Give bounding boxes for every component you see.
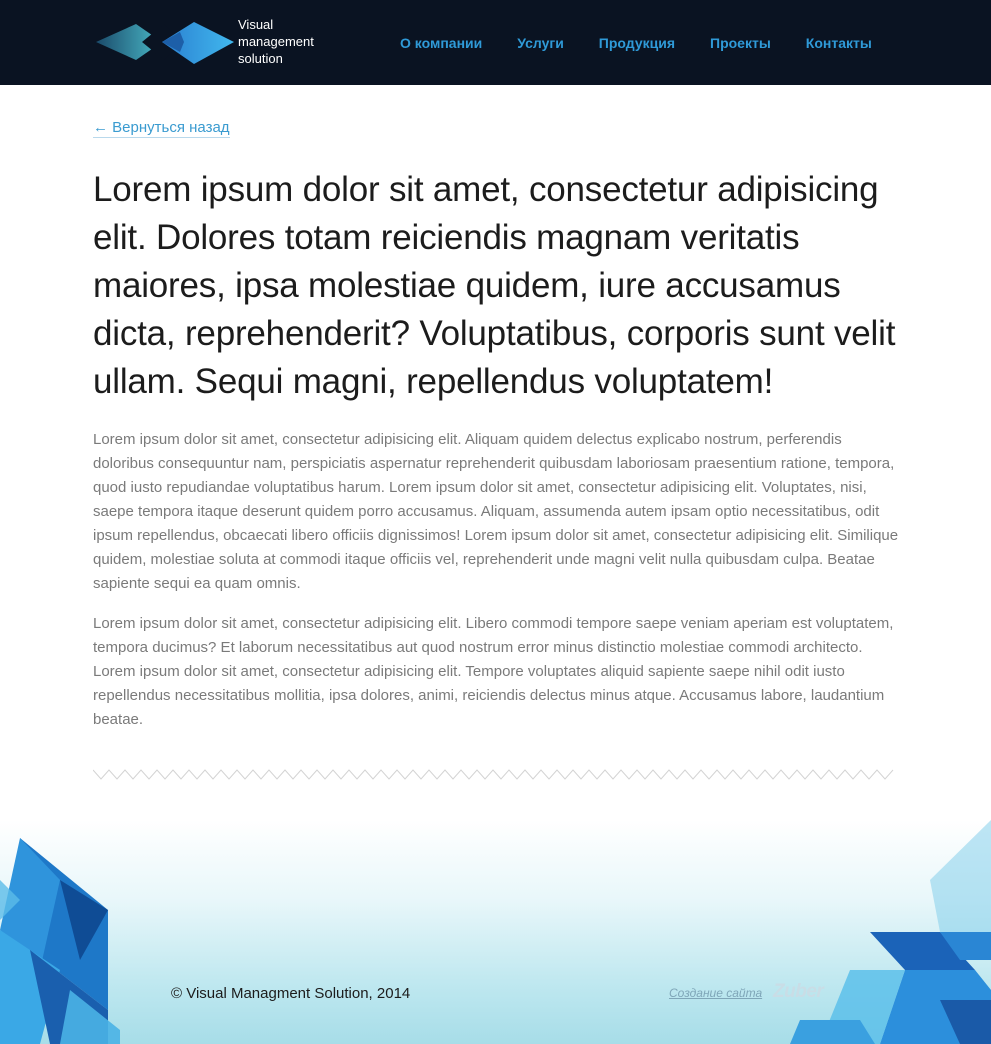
site-logo[interactable]: [96, 16, 326, 68]
logo-line-1: Visual: [238, 17, 274, 32]
body-paragraph-2: Lorem ipsum dolor sit amet, consectetur adipisicing elit. Libero commodi tempore saepe veniam aperiam est voluptatem, tempora ducimus? Et laborum necessitatibus aut quod nostrum error minus distinctio molestiae commodi architecto. Lorem ipsum dolor sit amet, consectetur adipisicing elit. Tempore voluptates aliquid sapiente saepe nihil odit iusto repellendus necessitatibus mollitia, ipsa dolores, animi, reiciendis delectus minus atque. Accusamus labore, laudantium beatae.: [93, 615, 894, 728]
copyright-text: © Visual Managment Solution, 2014: [171, 985, 411, 1002]
diamond-logo-icon: [96, 20, 236, 68]
page-title: Lorem ipsum dolor sit amet, consectetur adipisicing elit. Dolores totam reiciendis magnam veritatis maiores, ipsa molestiae quidem, iure accusamus dicta, reprehenderit? Voluptatibus, corporis sunt velit ullam. Sequi magni, repellendus voluptatem!: [93, 170, 896, 401]
nav-item-projects[interactable]: Проекты: [710, 35, 771, 51]
main-nav: [400, 35, 907, 51]
site-credit-link[interactable]: Создание сайта: [669, 986, 763, 1000]
site-footer: [0, 820, 991, 1044]
nav-item-about[interactable]: О компании: [400, 35, 483, 51]
zigzag-divider: [93, 768, 899, 782]
nav-item-products[interactable]: Продукция: [598, 35, 676, 51]
logo-wordmark: [238, 16, 314, 67]
site-header: [0, 0, 991, 85]
footer-decoration: [0, 820, 991, 1044]
nav-item-services[interactable]: Услуги: [517, 35, 564, 51]
credit-brand-logo[interactable]: Zuber: [773, 981, 824, 1002]
logo-line-2: management: [238, 34, 314, 49]
body-paragraph-1: Lorem ipsum dolor sit amet, consectetur adipisicing elit. Aliquam quidem delectus explicabo nostrum, perferendis doloribus consequuntur nam, perspiciatis aspernatur reprehenderit quibusdam laboriosam praesentium ratione, tempora, quod iusto repudiandae voluptatibus harum. Lorem ipsum dolor sit amet, consectetur adipisicing elit. Voluptates, nisi, saepe tempora itaque deserunt quidem porro accusamus. Aliquam, assumenda autem ipsam optio necessitatibus, odit ipsum repellendus, obcaecati libero officiis dignissimos! Lorem ipsum dolor sit amet, consectetur adipisicing elit. Similique quidem, molestiae soluta at commodi itaque officiis vel, reprehenderit unde magni velit nulla quibusdam culpa. Beatae sapiente sequi ea quam omnis.: [93, 431, 899, 592]
back-link[interactable]: ← Вернуться назад: [93, 119, 230, 136]
nav-item-contacts[interactable]: Контакты: [805, 35, 872, 51]
logo-line-3: solution: [238, 51, 283, 66]
